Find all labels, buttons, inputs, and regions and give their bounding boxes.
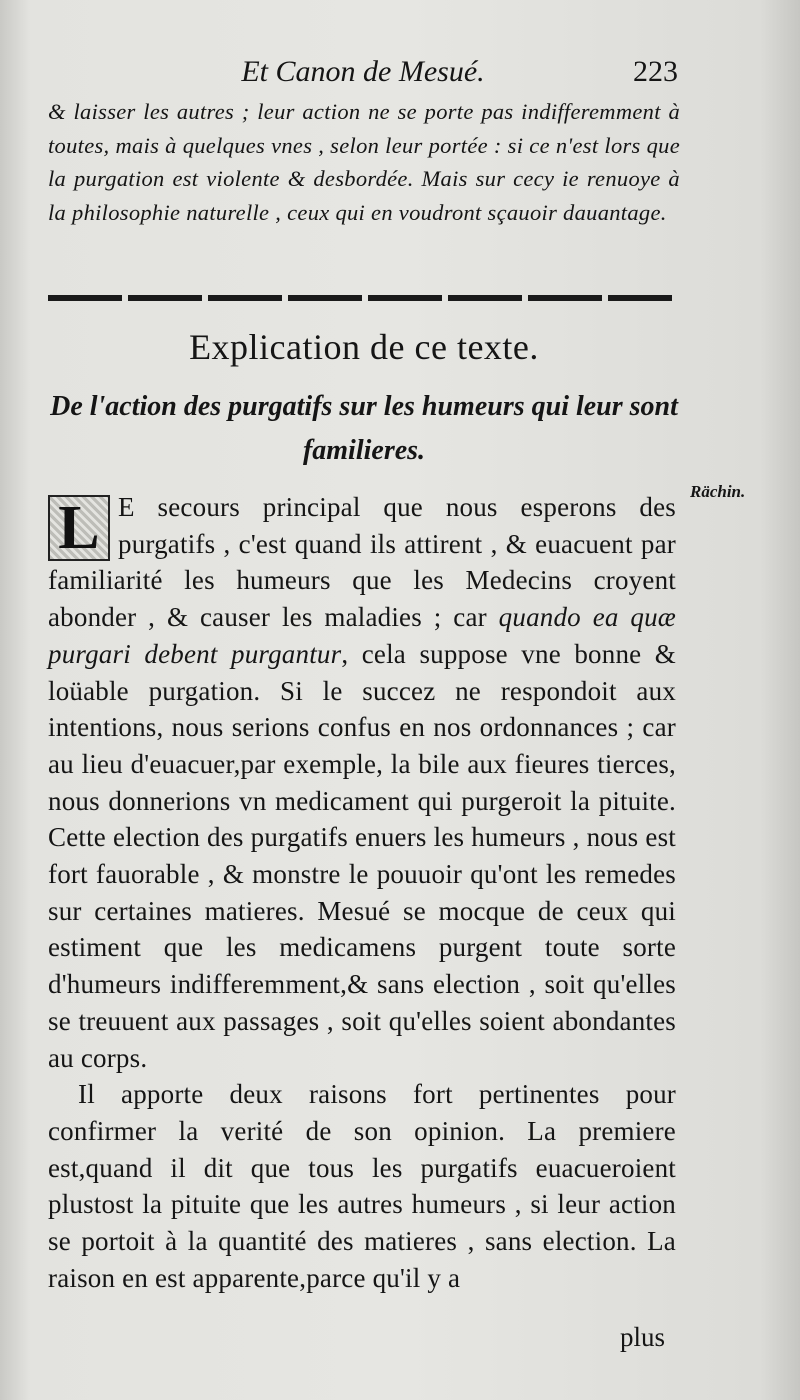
running-head [48, 52, 678, 96]
drop-cap-initial: L [48, 495, 110, 561]
margin-note: Rächin. [690, 482, 746, 501]
paragraph-1-rest: , cela suppose vne bonne & loüable purgation. Si le succez ne respondoit aux intentions, nous serions confus en nos ordonnances ; car au lieu d'euacuer,par exemple, la bile aux fieures tierces, nous donnerions vn medicament qui purgeroit la pituite. Cette election des purgatifs enuers les humeurs , nous est fort fauorable , & monstre le pouuoir qu'ont les remedes sur certaines matieres. Mesué se mocque de ceux qui estiment que les medicamens purgent toute sorte d'humeurs indifferemment,& sans election , soit qu'elles se treuuent aux passages , soit qu'elles soient abondantes au corps. [48, 638, 676, 1073]
ornamental-rule [48, 295, 672, 301]
latin-quotation: quando ea quæ purgari debent purgantur [48, 602, 677, 669]
paragraph-1 [48, 489, 676, 1076]
running-title: Et Canon de Mesué. [241, 55, 485, 88]
section-subtitle: De l'action des purgatifs sur les humeurs qui leur sont familieres. [50, 391, 678, 466]
catchword: plus [620, 1322, 666, 1352]
previous-paragraph: & laisser les autres ; leur action ne se porte pas indifferemment à toutes, mais à quelques vnes , selon leur portée : si ce n'est lors que la purgation est violente & desbordée. Mais sur cecy ie renuoye à la philosophie naturelle , ceux qui en voudront sçauoir dauantage. [48, 99, 680, 225]
paragraph-1-start: E secours principal que nous esperons des purgatifs , c'est quand ils attirent , & euacuent par familiarité les humeurs que les Medecins croyent abonder , & causer les maladies ; car [48, 492, 676, 633]
page-number: 223 [633, 55, 678, 88]
paragraph-2: Il apporte deux raisons fort pertinentes pour confirmer la verité de son opinion. La premiere est,quand il dit que tous les purgatifs euacueroient plustost la pituite que les autres humeurs , si leur action se portoit à la quantité des matieres , sans election. La raison en est apparente,parce qu'il y a [48, 1079, 676, 1293]
section-title: Explication de ce texte. [189, 327, 539, 367]
body-text [48, 489, 676, 1296]
